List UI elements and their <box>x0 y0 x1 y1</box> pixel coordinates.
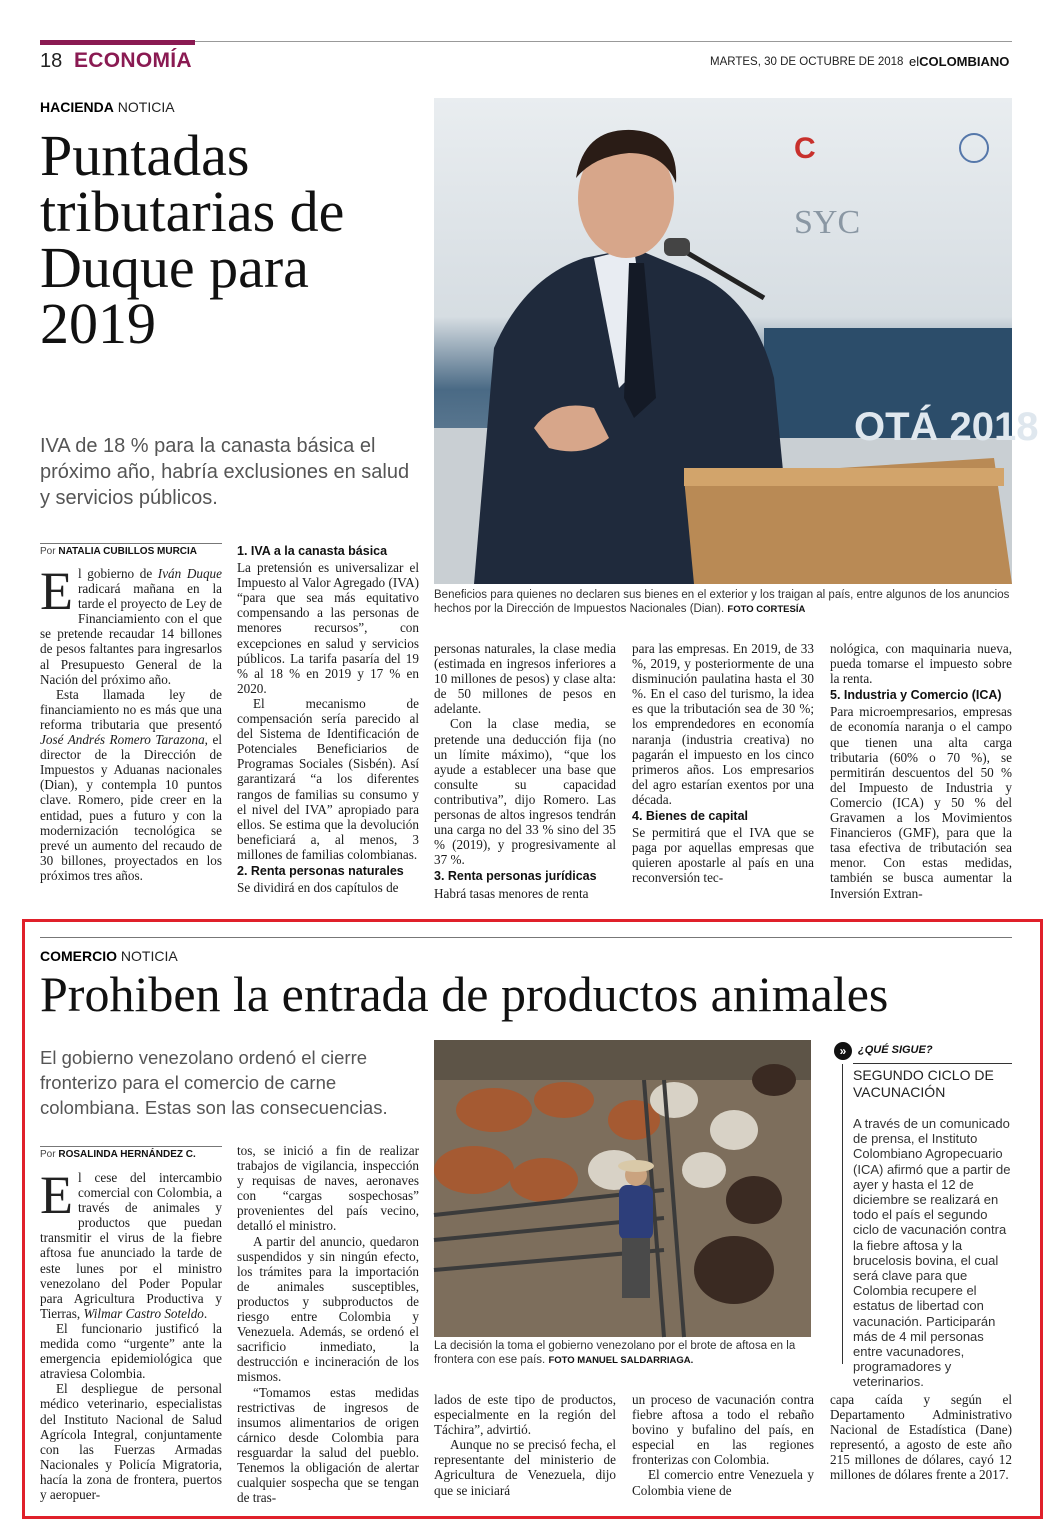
body-text: nológica, con maquinaria nueva, pueda tomarse el impuesto sobre la renta. <box>830 641 1012 687</box>
sidebar-rule <box>853 1063 1012 1064</box>
article1-photo <box>434 98 1039 584</box>
body-text: Se permitirá que el IVA que se paga por aquellas empresas que quieren apostarle al país en una reconversión tec- <box>632 825 814 886</box>
body-text: El comercio entre Venezuela y Colombia viene de <box>632 1467 814 1498</box>
body-text: . <box>203 1305 208 1321</box>
body-text: , el director de la Dirección de Impuestos y Aduanas nacionales (Dian), y contempla 10 puntos clave. Romero, pide creer en la entidad, pues a futuro y con la modernización tecnológica se prevé un aumento del recaudo de 30 billones, proyectados en los próximos tres años. <box>40 732 222 883</box>
body-text-italic: José Andrés Romero Tarazona <box>40 732 205 748</box>
article2-deck: El gobierno venezolano ordenó el cierre fronterizo para el comercio de carne colombiana. Estas son las consecuencias. <box>40 1047 388 1118</box>
article1-photo-credit: FOTO CORTESÍA <box>727 604 806 615</box>
body-text: El mecanismo de compensación sería parecido al del Sistema de Identificación de Potenciales Beneficiarios de Programas Sociales (Sisbén). Así garantizará “a los diferentes rangos de familias su consumo y el nivel del IVA” apropiado para ellos. Se estima que la devolución beneficiará a, al menos, 3 millones de familias colombianas. <box>237 695 419 862</box>
issue-date: MARTES, 30 DE OCTUBRE DE 2018 <box>710 56 904 68</box>
body-text: capa caída y según el Departamento Administrativo Nacional de Estadística (Dane) representó, a agosto de este año 215 millones de dólares, cayó 12 millones de dólares frente a 2017. <box>830 1392 1012 1483</box>
subhead: 5. Industria y Comercio (ICA) <box>830 688 1002 703</box>
article1-column-2 <box>237 542 419 895</box>
body-text-italic: Iván Duque <box>157 566 222 581</box>
article2-kicker-topic: COMERCIO <box>40 948 117 964</box>
svg-text:SYC: SYC <box>794 204 861 241</box>
article1-kicker-topic: HACIENDA <box>40 99 114 115</box>
subhead: 2. Renta personas naturales <box>237 863 404 878</box>
article1-headline: Puntadas tributarias de Duque para 2019 <box>40 123 345 356</box>
body-text: Aunque no se precisó fecha, el representante del ministerio de Agricultura de Venezuela, dijo que se iniciará <box>434 1437 616 1498</box>
article2-column-5 <box>830 1392 1012 1483</box>
article2-caption <box>434 1339 814 1368</box>
speaker-photo-illustration <box>434 98 1039 584</box>
article1-kicker <box>40 99 175 115</box>
section-name: ECONOMÍA <box>74 49 192 72</box>
dropcap: E <box>40 1165 73 1225</box>
body-text: Se dividirá en dos capítulos de <box>237 880 399 896</box>
byline-prefix: Por <box>40 1149 56 1160</box>
subhead: 4. Bienes de capital <box>632 809 749 824</box>
article2-caption-text: La decisión la toma el gobierno venezolano por el brote de aftosa en la frontera con ese país. <box>434 1340 796 1366</box>
sidebar-vertical-rule <box>842 1064 843 1364</box>
article1-caption-text: Beneficios para quienes no declaren sus bienes en el exterior y los traigan al país, entre algunos de los anuncios hechos por la Dirección de Impuestos Nacionales (Dian). <box>434 589 1010 615</box>
article1-column-5 <box>830 641 1012 901</box>
article2-kicker <box>40 948 178 964</box>
body-text: un proceso de vacunación contra fiebre aftosa a todo el rebaño bovino y bufalino del país, en especial en las regiones fronterizas con Colombia. <box>632 1392 814 1468</box>
svg-text:OTÁ 2018: OTÁ 2018 <box>854 405 1039 449</box>
newspaper-name: COLOMBIANO <box>919 54 1010 69</box>
section-color-bar <box>40 40 195 45</box>
page-number: 18 <box>40 50 63 72</box>
body-text: Para microempresarios, empresas de economía naranja o el campo que tienen una alta carga tributaria (60% o 70 %), se permitirán descuentos del 50 % del Impuesto de Industria y Comercio (ICA) y 50 % del Gravamen a los Movimientos Financieros (GMF), para que la tasa efectiva de tributación sea menor. Con estas medidas, también se busca aumentar la Inversión Extran- <box>830 704 1012 901</box>
body-text: A partir del anuncio, quedaron suspendidos y sin ningún efecto, los trámites para la importación de animales susceptibles, productos y subproductos de riesgo entre Colombia y Venezuela. Además, se ordenó el sacrificio inmediato, la destrucción e incineración de los mismos. <box>237 1233 419 1385</box>
article2-byline <box>40 1149 196 1160</box>
article1-column-1 <box>40 561 222 883</box>
article-divider <box>40 937 1012 938</box>
newspaper-prefix: el <box>909 54 920 69</box>
body-text: lados de este tipo de productos, especialmente en la región del Táchira”, advirtió. <box>434 1392 616 1438</box>
byline-prefix: Por <box>40 546 56 557</box>
article2-column-2 <box>237 1143 419 1505</box>
article2-kicker-type: NOTICIA <box>120 948 178 964</box>
sidebar-body: A través de un comunicado de prensa, el Instituto Colombiano Agropecuario (ICA) afirmó que a partir de ayer y hasta el 12 de diciembre se realizará en todo el país el segundo ciclo de vacunación contra la fiebre aftosa y la brucelosis bovina, el cual será clave para que Colombia recupere el estatus de libertad con vacunación. Participarán más de 4 mil personas entre vacunadores, programadores y veterinarios. <box>853 1116 1011 1390</box>
article2-column-3 <box>434 1392 616 1498</box>
newspaper-logo <box>909 54 1009 69</box>
article1-column-4 <box>632 641 814 886</box>
article2-headline: Prohiben la entrada de productos animales <box>40 966 889 1022</box>
article2-column-1 <box>40 1165 222 1502</box>
dropcap: E <box>40 561 73 621</box>
svg-text:C: C <box>794 132 816 165</box>
byline-author: NATALIA CUBILLOS MURCIA <box>58 546 198 557</box>
article2-photo-credit: FOTO MANUEL SALDARRIAGA. <box>548 1355 694 1366</box>
byline-rule <box>40 1146 222 1147</box>
sidebar-title: ¿QUÉ SIGUE? <box>858 1044 933 1056</box>
body-text: personas naturales, la clase media (estimada en ingresos inferiores a 10 millones de pesos) y clase alta: de 50 millones de pesos en adelante. <box>434 641 616 717</box>
body-text: El despliegue de personal médico veterinario, especialistas del Instituto Nacional de Salud Agrícola Integral, conjuntamente con las Fuerzas Armadas Nacionales y Policía Migratoria, hacía la zona de frontera, puertos y aeropuer- <box>40 1381 222 1502</box>
body-text: Habrá tasas menores de renta <box>434 885 589 901</box>
article1-byline <box>40 546 197 557</box>
article1-deck: IVA de 18 % para la canasta básica el próximo año, habría exclusiones en salud y servicios públicos. <box>40 435 410 509</box>
subhead: 3. Renta personas jurídicas <box>434 869 597 884</box>
article2-column-4 <box>632 1392 814 1498</box>
body-text: Con la clase media, se pretende una deducción fija (no un límite máximo), “que los ayude a establecer una base que consulte su capacidad contributiva”, dijo Romero. Las personas de altos ingresos tendrán una carga no del 33 % sino del 35 % (2019), y progresivamente al 37 %. <box>434 716 616 868</box>
body-text: para las empresas. En 2019, de 33 %, 2019, y posteriormente de una disminución paulatina hasta el 30 %. En el caso del turismo, la idea es que la tributación sea de 30 %; los emprendedores en economía naranja (industria creativa) no pagarán el impuesto en los cinco primeros años. Los empresarios del agro estarían exentos por una década. <box>632 641 814 807</box>
body-text-italic: Wilmar Castro Soteldo <box>83 1305 204 1321</box>
body-text: radicará mañana en la tarde el proyecto de Ley de Financiamiento con el que se pretende recaudar 14 billones de pesos faltantes para ingresarlos al Presupuesto General de la Nación del próximo año. <box>40 581 222 687</box>
chevrons-right-icon: » <box>834 1042 852 1060</box>
body-text: Esta llamada ley de financiamiento no es más que una reforma tributaria que presentó <box>40 686 222 732</box>
byline-rule <box>40 543 222 544</box>
byline-author: ROSALINDA HERNÁNDEZ C. <box>58 1149 196 1160</box>
body-text: tos, se inició a fin de realizar trabajos de vigilancia, inspección y requisas de naves, aeronaves con “cargas sospechosas” provenientes del país vecino, detalló el ministro. <box>237 1143 419 1234</box>
body-text: “Tomamos estas medidas restrictivas de ingresos de insumos alimentarios de origen cárnico desde Colombia para resguardar la salud del pueblo. Tenemos la obligación de alertar cualquier sospecha que se tengan de tras- <box>237 1384 419 1506</box>
article1-kicker-type: NOTICIA <box>117 99 175 115</box>
cattle-photo-illustration <box>434 1040 811 1337</box>
subhead: 1. IVA a la canasta básica <box>237 544 388 558</box>
body-text: La pretensión es universalizar el Impuesto al Valor Agregado (IVA) “para que sea más equitativo compensando a las personas de menores recursos”, con excepciones en salud y servicios públicos. La tarifa pasaría del 19 % al 18 % en 2019 y 17 % en 2020. <box>237 560 419 696</box>
body-text: El funcionario justificó la medida como “urgente” ante la emergencia epidemiológica que atraviesa Colombia. <box>40 1320 222 1382</box>
article1-caption <box>434 588 1012 617</box>
body-text: l cese del intercambio comercial con Colombia, a través de animales y productos que puedan transmitir el virus de la fiebre aftosa fue anunciado la tarde de este lunes por el ministro venezolano del Poder Popular para Agricultura Productiva y Tierras, <box>40 1170 222 1321</box>
body-text: l gobierno de <box>78 566 158 581</box>
article1-column-3 <box>434 641 616 901</box>
article2-photo <box>434 1040 811 1337</box>
sidebar-subtitle: SEGUNDO CICLO DE VACUNACIÓN <box>853 1067 994 1100</box>
